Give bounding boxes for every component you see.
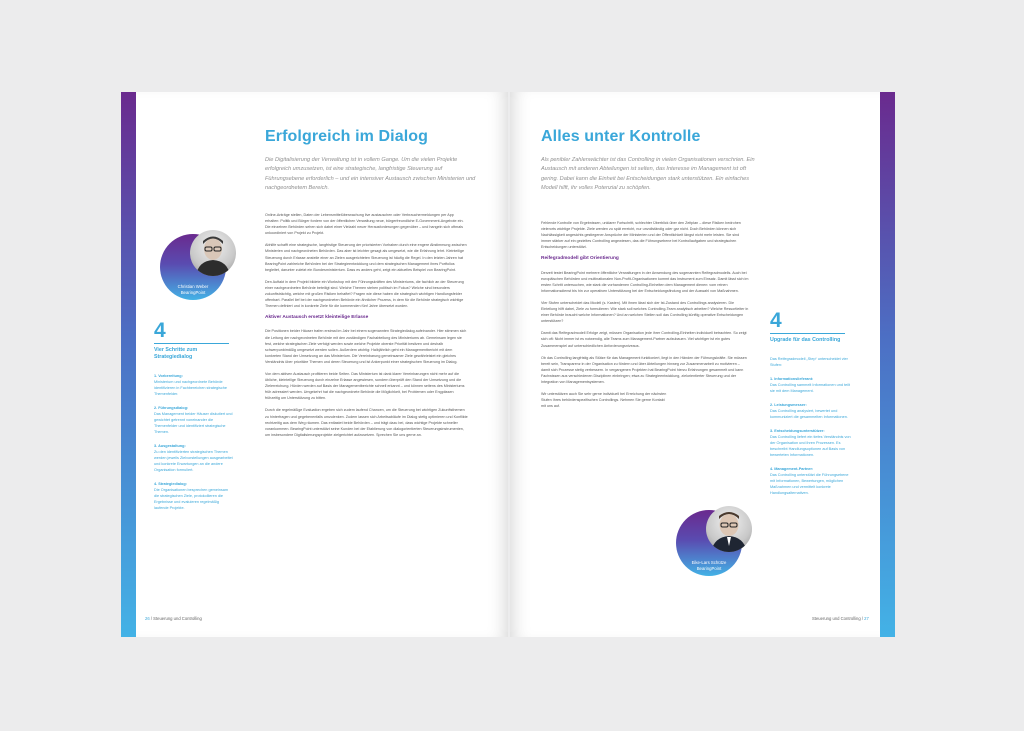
sidebar-item-title: 1. Informationslieferant: (770, 377, 814, 381)
sidebar-number: 4 (770, 309, 782, 332)
sidebar-item (154, 443, 234, 473)
body-text (265, 212, 469, 444)
sidebar-heading: Vier Schritte zum Strategiedialog (154, 347, 198, 360)
page-number: 27 (864, 616, 869, 621)
sidebar-item (154, 405, 234, 435)
body-text (541, 220, 749, 415)
page-number: 26 (145, 616, 150, 621)
author-portrait (668, 506, 748, 586)
sidebar-item-text: Das Controlling sammelt Informationen und teilt sie mit dem Management. (770, 383, 850, 393)
gradient-bar (880, 92, 895, 637)
left-page (121, 92, 508, 637)
sidebar-box (154, 320, 234, 519)
paragraph: Fehlende Kontrolle von Ergebnissen, unklarer Fortschritt, schlechter Überblick über den Zeitplan – diese Risiken bedrohen vielerorts wichtige Projekte. Ziele werden zu spät erreicht, nur unvollständig oder gar nicht. Doch Behörden können sich Nachlässigkeit angesichts gestiegener Ansprüche der Ministerien und der Öffentlichkeit längst nicht mehr leisten. Sie sind immer stärker auf ein gezieltes Controlling angewiesen, das die Führungsebene bei Kontrollaufgaben und strategischen Entscheidungen unterstützt. (541, 221, 741, 250)
sidebar-item-title: 2. Leistungsmesser: (770, 403, 807, 407)
sidebar-item-text: Zu den identifizierten strategischen Themen werden jeweils Zielvorstellungen ausgearbeitet und konkrete Erwartungen an die andere Organisation formuliert. (154, 450, 233, 472)
sidebar-item-title: 4. Management-Partner: (770, 467, 814, 471)
sidebar-item-text: Ministerium und nachgeordnete Behörde identifizieren in Fachbereichen strategische Themenfelder. (154, 380, 228, 396)
portrait-company: BearingPoint (180, 289, 206, 295)
paragraph: Online-Anträge stellen, Daten der Lebensmittelüberwachung live austauschen oder Verbrauchermeldungen per App erhalten: Politik und Bürger fordern von der öffentlichen Verwaltung neue, bürgerfreundliche E-Government-Angebote ein. Die einzelnen Behörden sehen sich dabei einer Vielzahl neuer Herausforderungen gegenüber – und hangeln sich oftmals unkoordiniert von Projekt zu Projekt. (265, 213, 464, 236)
section-subheading: Reifegradmodell gibt Orientierung (541, 256, 619, 262)
sidebar-item (154, 373, 234, 397)
person-icon (190, 230, 236, 276)
sidebar-item-title: 2. Führungsdialog: (154, 406, 189, 410)
portrait-company: BearingPoint (696, 565, 722, 571)
sidebar-item-text: Die Organisationen besprechen gemeinsam die strategischen Ziele, protokollieren die Ergebnisse und evaluieren regelmäßig laufende Projekte. (154, 488, 229, 510)
paragraph: Damit das Reifegradmodell Erfolge zeigt, müssen Organisation jede ihrer Controlling-Einheiten individuell betrachten. So zeigt sich oft: Nicht immer ist es notwendig, alle Teams zum Management-Partner aufzubauen. Viel wichtiger ist ein gutes Zusammenspiel auf unterschiedlichen Anforderungsniveaus. (541, 331, 747, 348)
author-portrait (152, 230, 232, 310)
paragraph: Wir unterstützen auch Sie sehr gerne individuell bei Erreichung der nächsten Stufen Ihres behördenspezifischen Controllings. Nehmen Sie gerne Kontakt mit uns auf. (541, 392, 667, 409)
sidebar-box (770, 310, 852, 504)
sidebar-item-text: Das Controlling analysiert, bewertet und kommuniziert die gesammelten Informationen. (770, 409, 848, 419)
sidebar-item-title: 3. Ausgestaltung: (154, 444, 186, 448)
sidebar-item-text: Das Controlling unterstützt die Führungsebene mit Informationen, Bewertungen, möglichen Maßnahmen und vermittelt konkrete Handlungsalternativen. (770, 473, 849, 495)
right-page (510, 92, 895, 637)
portrait-photo (706, 506, 752, 552)
portrait-name: Eike-Lars Schütze (691, 560, 727, 565)
paragraph: Vier Stufen unterscheidet das Modell (s. Kasten). Mit ihnen lässt sich der Ist-Zustand des Controllings analysieren. Die Einteilung hilft dabei, Ziele zu formulieren: Wie stark soll welches Controlling-Team analytisch arbeiten? Welche Ressortleiter in einer Behörde braucht welche Informationen? Und an welchen Stellen soll das Controlling künftig operative Entscheidungen unterstützen? (541, 300, 749, 324)
footer-section: Steuerung und Controlling / (812, 616, 863, 621)
paragraph: Die Positionen beider Häuser trafen erstmal im Jahr bei einem sogenannten Strategiedialog aufeinander. Hier stimmen sich die Leitung der nachgeordneten Behörde mit den zuständigen Fachabteilung des Ministeriums ab. Gemeinsam legen sie fest, welche strategischen Ziele verfolgt werden sowie welche Projekte oberste Priorität besitzen und deshalb schwerpunktmäßig umgesetzt werden sollen. Außerdem wichtig: Halbjährlich geht ein Managementbericht mit dem konkreten Stand der Umsetzung an das Ministerium. Die Vereinbarung gemeinsamer Ziele gewährleistet ein gleiches Verständnis über prioritäre Themen und deren Steuerung und ist Ankerpunkt einer strategischen Steuerung im Dialog. (265, 329, 467, 364)
person-icon (706, 506, 752, 552)
sidebar-number: 4 (154, 319, 166, 342)
page-footer (145, 616, 202, 621)
portrait-caption (163, 284, 223, 295)
page-title: Alles unter Kontrolle (541, 128, 701, 145)
paragraph: Ob das Controlling langfristig als Stütze für das Management funktioniert, liegt in den Händen der Führungskräfte. Sie müssen bereit sein, Transparenz in der Organisation zu fördern und über Abteilungen hinweg zur Zusammenarbeit zu motivieren – damit sich Prozesse stetig verbessern. In vergangenen Projekten hat BearingPoint hierzu Erfahrungen gesammelt und kann Fachwissen aus verschiedenen Disziplinen einbringen; etwa zu Strategieentwicklung, zielorientierter Steuerung und der Integration von Managementsystemen. (541, 355, 747, 384)
page-footer (812, 616, 869, 621)
lead-paragraph: Die Digitalisierung der Verwaltung ist in vollem Gange. Um die vielen Projekte erfolgreich umzusetzen, ist eine strategische, langfristige Steuerung auf Führungsebene erforderlich – und ein intensiver Austausch zwischen Ministerien und nachgeordnetem Bereich. (265, 157, 476, 192)
footer-section: / Steuerung und Controlling (150, 616, 202, 621)
gradient-bar (121, 92, 136, 637)
sidebar-item-title: 4. Strategiedialog: (154, 482, 187, 486)
sidebar-item (770, 428, 852, 458)
paragraph: Derzeit testet BearingPoint mehrere öffentliche Verwaltungen in der Anwendung des sogenannten Reifegradmodells. Auch bei europäischen Behörden und multinationalen Non-Profit-Organisationen kommt das Instrument zum Einsatz. Damit lässt sich im ersten Schritt untersuchen, wie stark die vorhandenen Controlling-Einheiten dem Management dienen: vom reinen Informationsdienst bis hin zur operativen Unterstützung bei der Entscheidungsfindung und der Auswahl von Maßnahmen. (541, 270, 749, 293)
paragraph: Von dem aktiven Austausch profitieren beide Seiten. Das Ministerium ist dank klarer Vereinbarungen nicht mehr auf die übliche, kleinteilige Steuerung durch einzelne Erlasse angewiesen, sondern überprüft den Stand der Umsetzung und die Zielerreichung. Hürden werden auf Basis der Managementberichte schnell erkannt – und können seitens des Ministeriums früh adressiert werden. Umgekehrt hat die nachgeordnete Behörde die Möglichkeit, bei Problemen oder Engpässen frühzeitig um Unterstützung zu bitten. (265, 371, 465, 401)
sidebar-item-title: 3. Entscheidungsunterstützer: (770, 429, 825, 433)
page-title: Erfolgreich im Dialog (265, 128, 429, 145)
paragraph: Durch die regelmäßige Evaluation ergeben sich zudem laufend Chancen, um die Steuerung bei wichtigen Zukunftsthemen zu hinterfragen und gegebenenfalls umzulenken. Zudem lassen sich Arbeitsabläufe im Dialog stetig optimieren und Konflikte rechtzeitig aus dem Weg räumen. Das entlastet beide Behörden – und trägt dazu bei, dass wichtige Projekte schneller vorankommen. BearingPoint unterstützt seine Kunden bei der Etablierung von dialogorientierten Steuerungsinstrumenten, um insbesondere Digitalisierungsprojekte zielgerichtet aufzusetzen. Sprechen Sie uns gerne an. (265, 408, 468, 437)
sidebar-item-text: Das Controlling liefert ein tiefes Verständnis von der Organisation und ihren Prozessen. Es beschreibt Handlungsoptionen auf Basis von bewerteten Informationen. (770, 435, 851, 457)
sidebar-item (770, 402, 852, 420)
sidebar-item-title: 1. Vorbereitung: (154, 374, 183, 378)
section-subheading: Aktiver Austausch ersetzt kleinteilige Erlasse (265, 315, 369, 321)
sidebar-rule (154, 343, 229, 344)
portrait-photo (190, 230, 236, 276)
sidebar-intro: Das Reifegradmodell „Step“ unterscheidet vier Stufen: (770, 357, 848, 367)
sidebar-rule (770, 333, 845, 334)
sidebar-heading: Upgrade für das Controlling (770, 337, 841, 343)
paragraph: Den Auftakt in dem Projekt bildete ein Workshop mit den Führungskräften des Ministeriums, die fachlich an der Steuerung einer nachgeordneten Behörde beteiligt sind. Welche Themen stehen politisch im Fokus? Welche sind besonders zukunftsträchtig, welche mit großen Risiken behaftet? Fragen wie diese haben die strategisch wichtigen Handlungsfelder offenbart. Parallel lief bei der nachgeordneten Behörde ein ähnlicher Prozess, in dem für die Behörde strategisch wichtige Themen definiert und in konkrete Ziele für die kommenden fünf Jahre übersetzt wurden. (265, 279, 464, 309)
sidebar-item (770, 466, 852, 496)
sidebar-item (770, 376, 852, 394)
paragraph: Abhilfe schafft eine strategische, langfristige Steuerung der priorisierten Vorhaben durch eine engere Abstimmung zwischen Ministerien und nachgeordneten Behörden. Das aber ist leichter gesagt als umgesetzt, wie die Erfahrung lehrt. Kleinteilige Steuerung durch Erlasse anstelle einer an Zielen ausgerichteten Steuerung ist häufig die Regel. In den letzten Jahren hat BearingPoint zahlreiche Behörden bei der Strategieentwicklung und dem strategischen Management ihres Portfolios begleitet, darunter zuletzt ein Bundesministerium. Dass es anders geht, zeigt ein aktuelles Beispiel von BearingPoint. (265, 243, 467, 272)
portrait-name: Christian Weber (177, 284, 209, 289)
sidebar-item-text: Das Management beider Häuser diskutiert und gewichtet getrennt voneinander die Themenfelder und identifiziert strategische Themen. (154, 412, 233, 434)
portrait-caption (679, 560, 739, 571)
sidebar-item (154, 481, 234, 511)
lead-paragraph: Als penibler Zahlenwächter ist das Controlling in vielen Organisationen verschrien. Ein Austausch mit anderen Abteilungen ist selten, das Interesse im Management ist oft gering. Dabei kann die Einheit bei Entscheidungen stark unterstützen. Ein einfaches Modell hilft, ihr volles Potenzial zu schöpfen. (541, 157, 755, 192)
